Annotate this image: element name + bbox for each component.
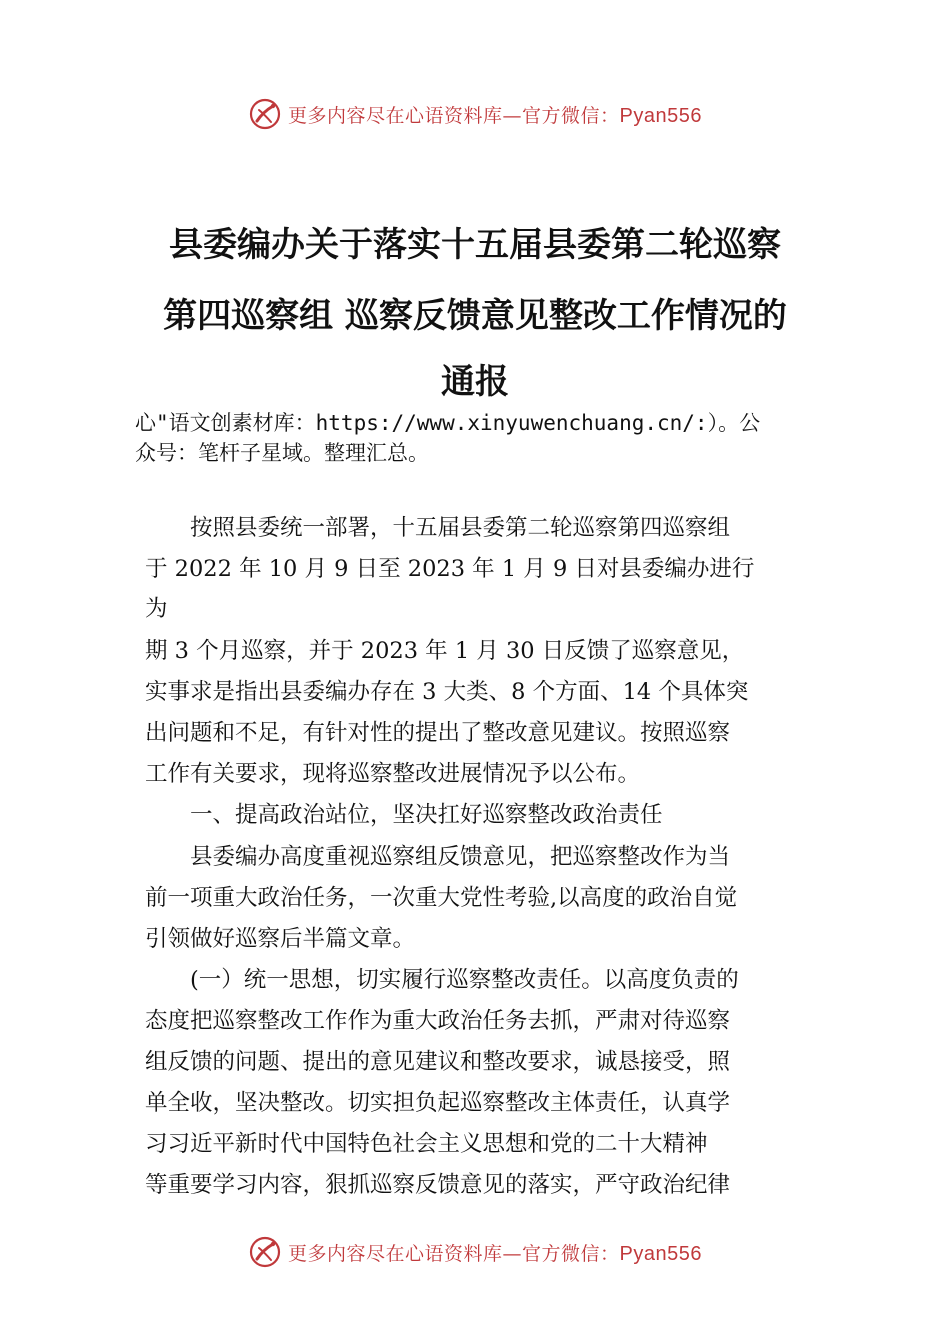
body-line: 单全收，坚决整改。切实担负起巡察整改主体责任，认真学 [145, 1090, 731, 1116]
body-line: 按照县委统一部署，十五届县委第二轮巡察第四巡察组 [145, 515, 731, 541]
body-line: 出问题和不足，有针对性的提出了整改意见建议。按照巡察 [145, 720, 731, 746]
body-line: (一）统一思想，切实履行巡察整改责任。以高度负责的 [145, 967, 739, 993]
body-line: 实事求是指出县委编办存在 3 大类、8 个方面、14 个具体突 [145, 679, 749, 705]
brush-seal-icon [248, 1235, 282, 1269]
body-line: 工作有关要求，现将巡察整改进展情况予以公布。 [145, 761, 641, 787]
body-line: 为 [145, 596, 168, 622]
document-title-line-2: 第四巡察组 巡察反馈意见整改工作情况的 [163, 296, 787, 336]
section-heading: 一、提高政治站位，坚决扛好巡察整改政治责任 [145, 802, 663, 828]
source-notice-line-1: 心"语文创素材库：https://www.xinyuwenchuang.cn/:）。公 [135, 411, 761, 435]
body-line: 引领做好巡察后半篇文章。 [145, 926, 416, 952]
wechat-id: Pyan556 [619, 104, 702, 127]
body-line: 等重要学习内容，狠抓巡察反馈意见的落实，严守政治纪律 [145, 1172, 731, 1198]
watermark-banner-bottom [0, 1232, 950, 1272]
source-notice-line-2: 众号：笔杆子星域。整理汇总。 [135, 441, 429, 465]
document-title-line-3: 通报 [441, 362, 509, 402]
body-line: 县委编办高度重视巡察组反馈意见，把巡察整改作为当 [145, 844, 731, 870]
body-line: 态度把巡察整改工作作为重大政治任务去抓，严肃对待巡察 [145, 1008, 731, 1034]
body-line: 期 3 个月巡察，并于 2023 年 1 月 30 日反馈了巡察意见， [145, 638, 745, 664]
watermark-text: 更多内容尽在心语资料库—官方微信：Pyan556 [288, 104, 702, 127]
brush-seal-icon [248, 97, 282, 131]
body-line: 前一项重大政治任务，一次重大党性考验,以高度的政治自觉 [145, 885, 738, 911]
body-line: 习习近平新时代中国特色社会主义思想和党的二十大精神 [145, 1131, 708, 1157]
watermark-text: 更多内容尽在心语资料库—官方微信：Pyan556 [288, 1242, 702, 1265]
watermark-banner-top [0, 94, 950, 134]
document-title-line-1: 县委编办关于落实十五届县委第二轮巡察 [169, 225, 781, 265]
wechat-id: Pyan556 [619, 1242, 702, 1265]
body-line: 于 2022 年 10 月 9 日至 2023 年 1 月 9 日对县委编办进行 [145, 556, 755, 582]
body-line: 组反馈的问题、提出的意见建议和整改要求，诚恳接受，照 [145, 1049, 731, 1075]
